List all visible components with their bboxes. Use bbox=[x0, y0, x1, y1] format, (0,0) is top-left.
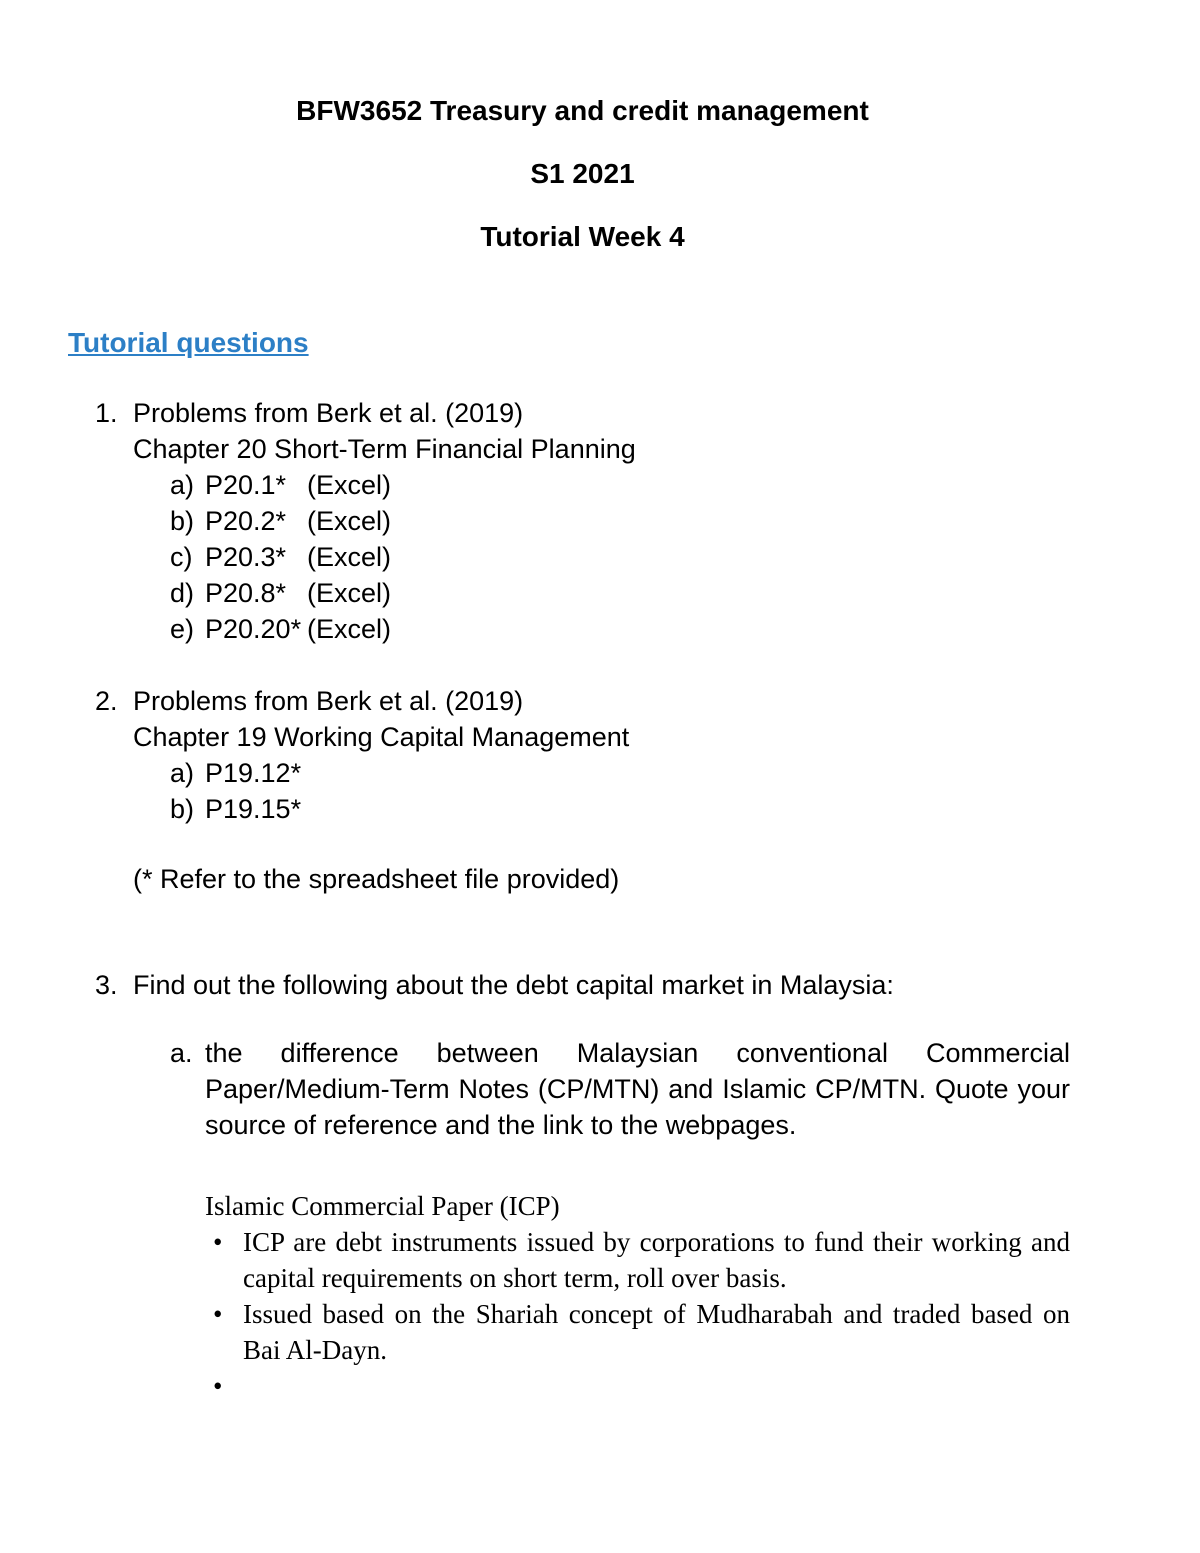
question-3-subitem-a bbox=[170, 1035, 1070, 1143]
subitem-label: c) bbox=[170, 542, 193, 572]
icp-answer-block bbox=[205, 1188, 1070, 1404]
list-subitem bbox=[170, 791, 1070, 827]
document-header bbox=[95, 93, 1070, 255]
subitem-label: b) bbox=[170, 794, 195, 824]
list-subitem bbox=[170, 575, 1070, 611]
semester-line: S1 2021 bbox=[530, 158, 635, 189]
subitem-note: (Excel) bbox=[307, 578, 392, 608]
question-2-number: 2. bbox=[95, 686, 118, 716]
question-3-number: 3. bbox=[95, 970, 118, 1000]
subitem-label: a. bbox=[170, 1038, 193, 1068]
list-subitem bbox=[170, 611, 1070, 647]
question-2-line1: Problems from Berk et al. (2019) bbox=[133, 686, 524, 716]
subitem-note: (Excel) bbox=[307, 614, 392, 644]
subitem-code: P20.2* bbox=[205, 506, 287, 536]
subitem-note: (Excel) bbox=[307, 506, 392, 536]
subitem-label: b) bbox=[170, 506, 195, 536]
subitem-paragraph: the difference between Malaysian conventional Commercial Paper/Medium-Term Notes (CP/MTN) and Islamic CP/MTN. Quote your source of reference and the link to the webpages. bbox=[205, 1038, 1070, 1140]
bullet-item bbox=[213, 1368, 1070, 1404]
question-1-line2: Chapter 20 Short-Term Financial Planning bbox=[133, 434, 636, 464]
bullet-item bbox=[213, 1224, 1070, 1296]
course-title: BFW3652 Treasury and credit management bbox=[296, 95, 869, 126]
bullet-icon: • bbox=[213, 1227, 223, 1257]
bullet-icon: • bbox=[213, 1371, 223, 1401]
question-2 bbox=[95, 683, 1070, 755]
subitem-code: P19.15* bbox=[205, 794, 302, 824]
bullet-text: ICP are debt instruments issued by corporations to fund their working and capital requirements on short term, roll over basis. bbox=[243, 1227, 1070, 1293]
subitem-code: P19.12* bbox=[205, 758, 302, 788]
question-2-body bbox=[133, 683, 1070, 755]
question-1-line1: Problems from Berk et al. (2019) bbox=[133, 398, 524, 428]
question-1 bbox=[95, 395, 1070, 467]
list-subitem bbox=[170, 467, 1070, 503]
bullet-text: Issued based on the Shariah concept of Mudharabah and traded based on Bai Al-Dayn. bbox=[243, 1299, 1070, 1365]
subitem-note: (Excel) bbox=[307, 470, 392, 500]
bullet-item bbox=[213, 1296, 1070, 1368]
tutorial-week-line: Tutorial Week 4 bbox=[480, 221, 685, 252]
list-subitem bbox=[170, 503, 1070, 539]
subitem-label: a) bbox=[170, 758, 195, 788]
subitem-note: (Excel) bbox=[307, 542, 392, 572]
subitem-label: e) bbox=[170, 614, 195, 644]
list-subitem bbox=[170, 539, 1070, 575]
section-heading-tutorial-questions: Tutorial questions bbox=[68, 327, 309, 358]
subitem-code: P20.8* bbox=[205, 578, 287, 608]
bullet-icon: • bbox=[213, 1299, 223, 1329]
subitem-label: a) bbox=[170, 470, 195, 500]
bullet-text bbox=[243, 1368, 1070, 1404]
subitem-code: P20.3* bbox=[205, 542, 287, 572]
subitem-label: d) bbox=[170, 578, 195, 608]
question-1-number: 1. bbox=[95, 398, 118, 428]
question-1-body bbox=[133, 395, 1070, 467]
list-subitem bbox=[170, 755, 1070, 791]
question-3 bbox=[95, 967, 1070, 1003]
subitem-code: P20.1* bbox=[205, 470, 287, 500]
spreadsheet-note: (* Refer to the spreadsheet file provided) bbox=[133, 864, 620, 894]
question-2-line2: Chapter 19 Working Capital Management bbox=[133, 722, 630, 752]
question-3-line1: Find out the following about the debt capital market in Malaysia: bbox=[133, 970, 894, 1000]
icp-heading: Islamic Commercial Paper (ICP) bbox=[205, 1191, 560, 1221]
subitem-code: P20.20* bbox=[205, 614, 302, 644]
